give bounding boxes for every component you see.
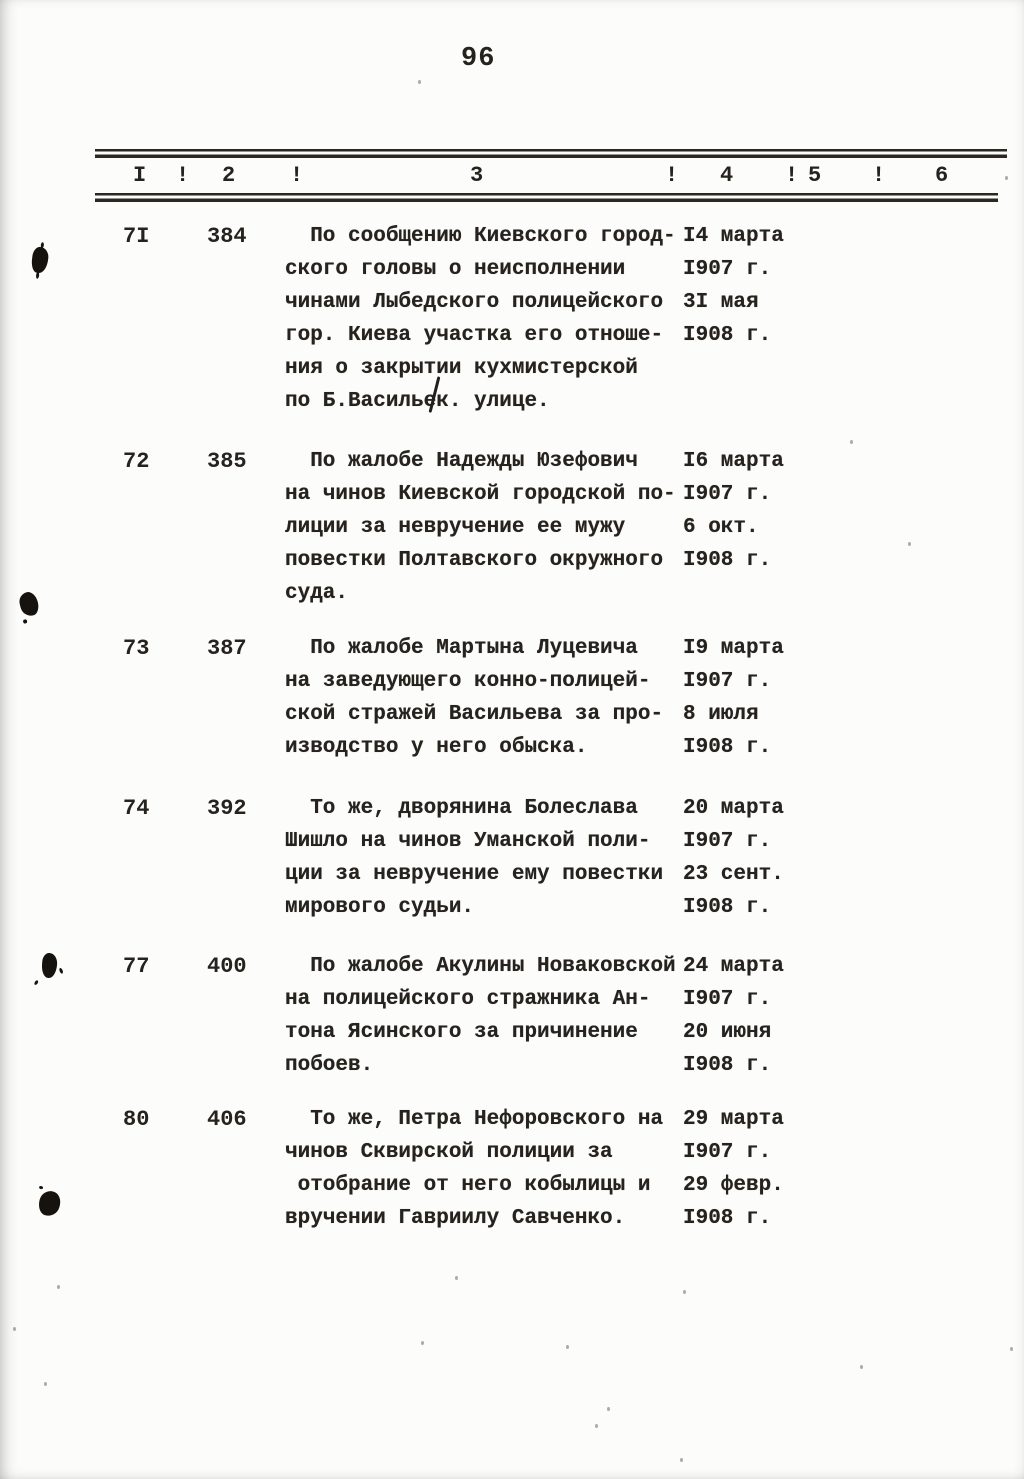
column-header-3: 3 [470, 163, 484, 188]
date-line: I908 г. [683, 736, 772, 759]
case-dates [683, 220, 853, 352]
column-header-6: 6 [935, 163, 949, 188]
date-line: 20 марта [683, 797, 784, 820]
case-description [255, 632, 683, 764]
table-header-cells [95, 149, 1007, 202]
paper-speck [908, 542, 911, 546]
ink-blot [36, 1189, 63, 1219]
date-line: I6 марта [683, 450, 784, 473]
paper-speck [44, 1382, 47, 1386]
description-line: гор. Киева участка его отноше- [285, 324, 664, 347]
description-line: вручении Гавриилу Савченко. [285, 1207, 626, 1230]
description-line: отобрание от него кобылицы и [285, 1174, 651, 1197]
entry-number: 77 [123, 954, 150, 979]
description-line: По жалобе Мартына Луцевича [285, 637, 638, 660]
case-dates [683, 950, 853, 1082]
case-dates [683, 792, 853, 924]
table-row [95, 632, 1007, 764]
date-line: 23 сент. [683, 863, 784, 886]
date-line: 8 июля [683, 703, 759, 726]
column-separator: ! [290, 163, 304, 188]
case-dates [683, 632, 853, 764]
date-line: I4 марта [683, 225, 784, 248]
date-line: I908 г. [683, 324, 772, 347]
date-line: I907 г. [683, 988, 772, 1011]
description-line: ского головы о неисполнении [285, 258, 626, 281]
date-line: 3I мая [683, 291, 759, 314]
paper-speck [421, 1341, 424, 1345]
paper-speck [683, 1290, 686, 1294]
date-line: 29 февр. [683, 1174, 784, 1197]
ink-blot [30, 246, 49, 274]
table-row [95, 445, 1007, 610]
file-number: 384 [207, 224, 247, 249]
ink-blot [41, 953, 58, 979]
date-line: I908 г. [683, 549, 772, 572]
paper-speck [1010, 1347, 1013, 1351]
description-line: ции за невручение ему повестки [285, 863, 664, 886]
description-line: на чинов Киевской городской по- [285, 483, 676, 506]
date-line: I907 г. [683, 830, 772, 853]
date-line: I908 г. [683, 1207, 772, 1230]
paper-speck [595, 1424, 598, 1428]
entry-number: 80 [123, 1107, 150, 1132]
file-number: 406 [207, 1107, 247, 1132]
paper-speck [566, 1345, 569, 1349]
column-header-4: 4 [720, 163, 734, 188]
table-row [95, 1103, 1007, 1235]
description-line: на заведующего конно-полицей- [285, 670, 651, 693]
description-line: тона Ясинского за причинение [285, 1021, 638, 1044]
column-header-5: 5 [808, 163, 822, 188]
case-dates [683, 445, 853, 577]
file-number: 387 [207, 636, 247, 661]
file-number: 392 [207, 796, 247, 821]
paper-speck [13, 1327, 16, 1331]
description-line: чинов Сквирской полиции за [285, 1141, 613, 1164]
page-number: 96 [461, 44, 496, 74]
case-description [255, 220, 683, 418]
description-line: побоев. [285, 1054, 374, 1077]
date-line: I908 г. [683, 896, 772, 919]
date-line: 20 июня [683, 1021, 772, 1044]
entry-number: 72 [123, 449, 150, 474]
date-line: 29 марта [683, 1108, 784, 1131]
description-line: Шишло на чинов Уманской поли- [285, 830, 651, 853]
column-separator: ! [872, 163, 886, 188]
description-line: суда. [285, 582, 349, 605]
date-line: I907 г. [683, 258, 772, 281]
column-separator: ! [785, 163, 799, 188]
date-line: 6 окт. [683, 516, 759, 539]
table-row [95, 950, 1007, 1082]
date-line: I907 г. [683, 670, 772, 693]
file-number: 400 [207, 954, 247, 979]
description-line: ской стражей Васильева за про- [285, 703, 664, 726]
column-header-I: I [133, 163, 147, 188]
case-description [255, 1103, 683, 1235]
description-line: По жалобе Акулины Новаковской [285, 955, 676, 978]
paper-speck [860, 1365, 863, 1369]
table-header [95, 149, 1007, 202]
paper-speck [455, 1276, 458, 1280]
date-line: 24 марта [683, 955, 784, 978]
date-line: I907 г. [683, 483, 772, 506]
entry-number: 73 [123, 636, 150, 661]
description-line: По сообщению Киевского город- [285, 225, 676, 248]
paper-speck [850, 440, 853, 444]
description-line: на полицейского стражника Ан- [285, 988, 651, 1011]
table-row [95, 220, 1007, 418]
description-line: изводство у него обыска. [285, 736, 588, 759]
date-line: I907 г. [683, 1141, 772, 1164]
file-number: 385 [207, 449, 247, 474]
case-description [255, 950, 683, 1082]
description-line: повестки Полтавского окружного [285, 549, 664, 572]
case-description [255, 792, 683, 924]
paper-speck [680, 1458, 683, 1462]
description-line: по Б.Васильек. улице. [285, 390, 550, 413]
entry-number: 7I [123, 224, 150, 249]
case-dates [683, 1103, 853, 1235]
paper-speck [1005, 176, 1008, 180]
table-row [95, 792, 1007, 924]
description-line: По жалобе Надежды Юзефович [285, 450, 638, 473]
column-separator: ! [665, 163, 679, 188]
description-line: чинами Лыбедского полицейского [285, 291, 664, 314]
ink-blot [17, 590, 40, 618]
description-line: мирового судьи. [285, 896, 475, 919]
description-line: лиции за невручение ее мужу [285, 516, 626, 539]
paper-speck [607, 1407, 610, 1411]
description-line: То же, дворянина Болеслава [285, 797, 638, 820]
description-line: То же, Петра Нефоровского на [285, 1108, 664, 1131]
column-header-2: 2 [222, 163, 236, 188]
date-line: I908 г. [683, 1054, 772, 1077]
date-line: I9 марта [683, 637, 784, 660]
paper-speck [418, 80, 421, 84]
paper-speck [57, 1285, 60, 1289]
entry-number: 74 [123, 796, 150, 821]
column-separator: ! [176, 163, 190, 188]
description-line: ния о закрытии кухмистерской [285, 357, 638, 380]
case-description [255, 445, 683, 610]
